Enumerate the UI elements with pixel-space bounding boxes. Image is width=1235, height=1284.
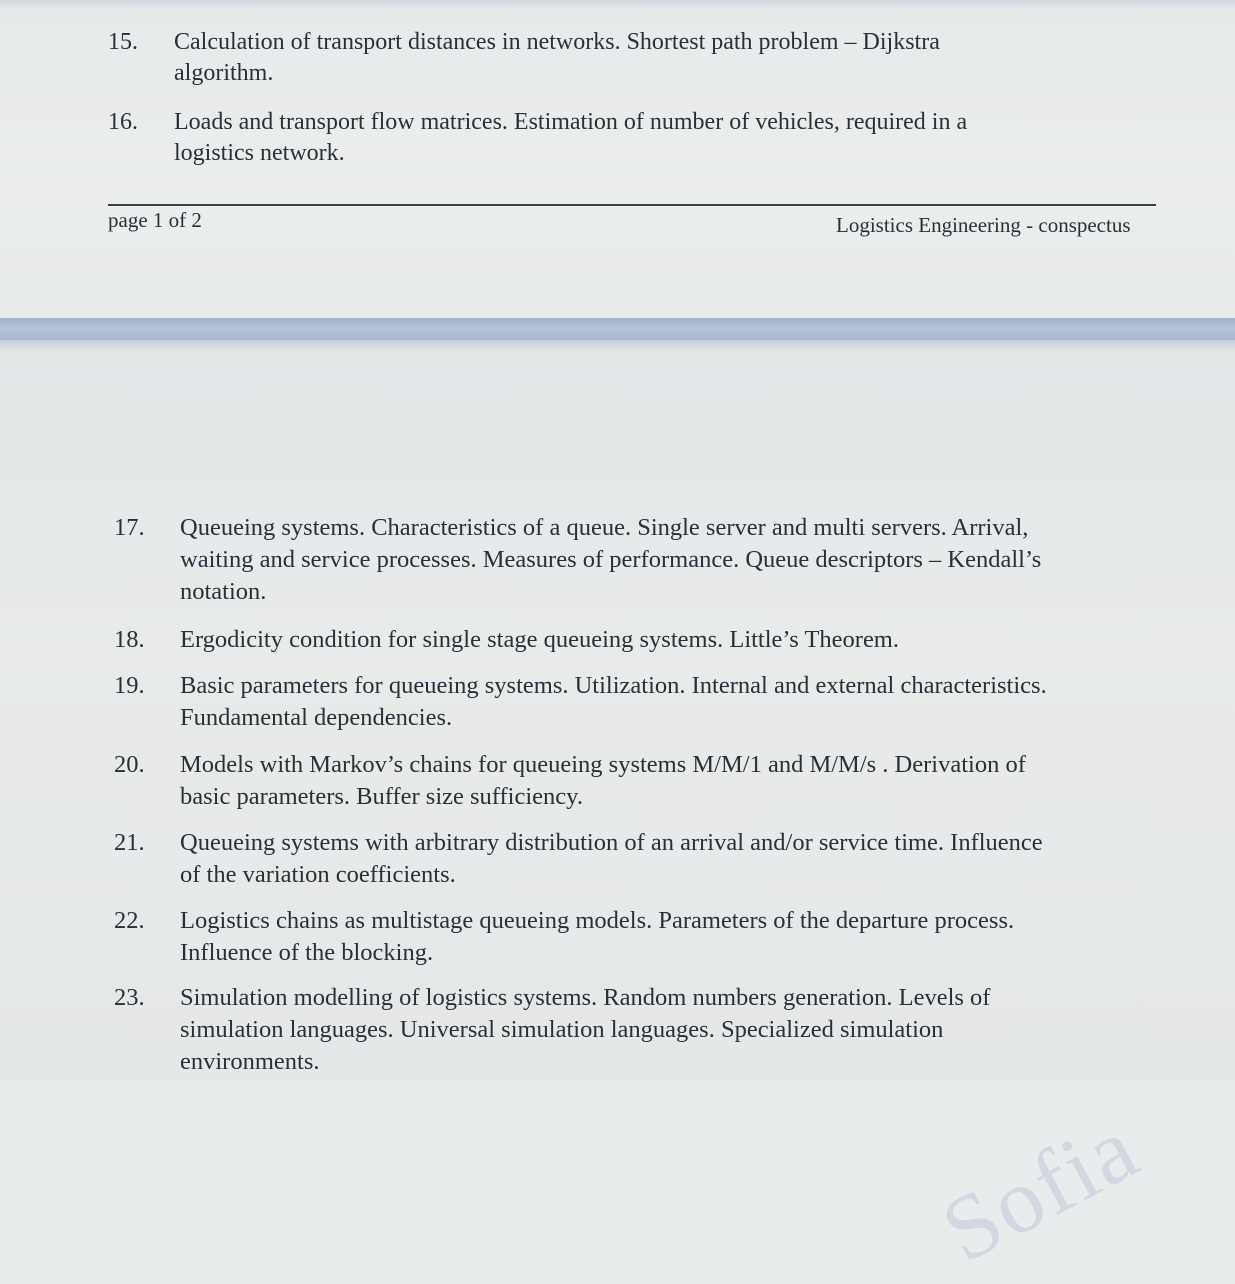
list-item-17 [114, 512, 1214, 612]
footer-rule [108, 204, 1156, 206]
document-page-1 [0, 0, 1235, 318]
item-text-line-1: Basic parameters for queueing systems. Utilization. Internal and external characteristics. [180, 672, 1047, 699]
item-text-line-1: Models with Markov’s chains for queueing systems M/M/1 and M/M/s . Derivation of [180, 751, 1026, 778]
list-item-18 [114, 624, 1214, 660]
item-text-line-2: basic parameters. Buffer size sufficiency. [180, 783, 583, 810]
item-text-line-2: of the variation coefficients. [180, 861, 456, 888]
item-number: 21. [114, 829, 145, 856]
item-number: 19. [114, 672, 145, 699]
item-number: 22. [114, 907, 145, 934]
item-text-line-1: Calculation of transport distances in networks. Shortest path problem – Dijkstra [174, 29, 940, 55]
page-top-edge [0, 0, 1235, 8]
item-number: 16. [108, 109, 138, 135]
item-text-line-1: Simulation modelling of logistics systems. Random numbers generation. Levels of [180, 984, 991, 1011]
list-item-19 [114, 670, 1214, 738]
item-text-line-1: Logistics chains as multistage queueing models. Parameters of the departure process. [180, 907, 1015, 934]
item-text-line-2: Fundamental dependencies. [180, 704, 453, 731]
course-title: Logistics Engineering - conspectus [836, 213, 1131, 237]
list-item-20 [114, 749, 1214, 817]
item-number: 20. [114, 751, 145, 778]
item-text-line-2: waiting and service processes. Measures of performance. Queue descriptors – Kendall’s [180, 546, 1042, 573]
item-text-line-1: Queueing systems. Characteristics of a queue. Single server and multi servers. Arrival, [180, 514, 1029, 541]
list-item-23 [114, 982, 1214, 1082]
item-text-line-2: Influence of the blocking. [180, 939, 434, 966]
item-text-line-1: Ergodicity condition for single stage queueing systems. Little’s Theorem. [180, 626, 899, 653]
list-item-22 [114, 905, 1214, 973]
item-text-line-2: logistics network. [174, 140, 345, 166]
list-item-21 [114, 827, 1214, 895]
page-separator-shadow [0, 340, 1235, 350]
item-number: 18. [114, 626, 145, 653]
list-item-15 [108, 26, 1208, 92]
page-number: page 1 of 2 [108, 208, 202, 232]
item-number: 17. [114, 514, 145, 541]
item-text-line-1: Loads and transport flow matrices. Estimation of number of vehicles, required in a [174, 109, 968, 135]
item-number: 23. [114, 984, 145, 1011]
item-text-line-2: algorithm. [174, 60, 274, 86]
item-number: 15. [108, 29, 138, 55]
item-text-line-3: environments. [180, 1048, 320, 1075]
item-text-line-2: simulation languages. Universal simulation languages. Specialized simulation [180, 1016, 944, 1043]
watermark-text: Sofia [925, 1095, 1155, 1282]
item-text-line-1: Queueing systems with arbitrary distribution of an arrival and/or service time. Influence [180, 829, 1043, 856]
item-text-line-3: notation. [180, 578, 267, 605]
list-item-16 [108, 106, 1208, 172]
